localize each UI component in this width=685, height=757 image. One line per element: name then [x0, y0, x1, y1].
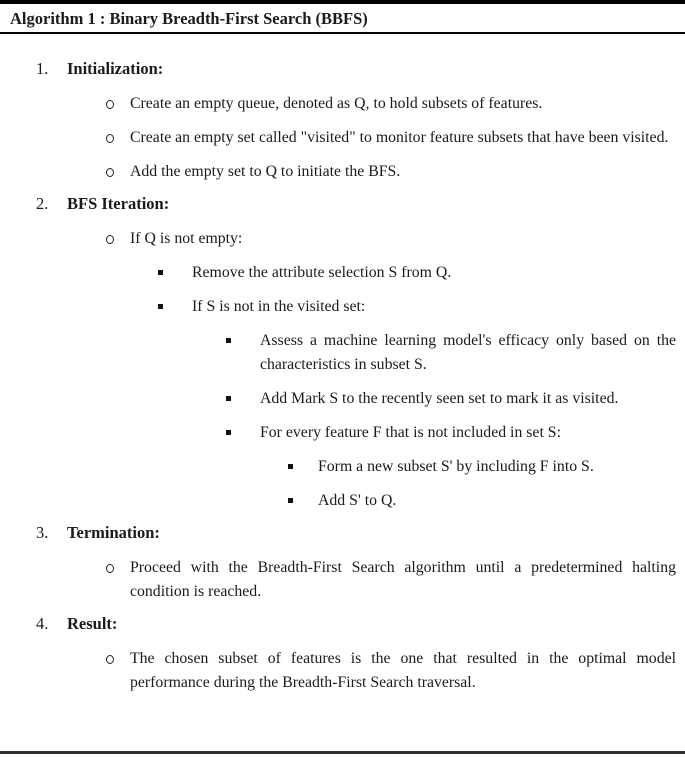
list-item: [0, 329, 685, 377]
list-item: [0, 556, 685, 604]
list-item-text: For every feature F that is not included in set S:: [260, 424, 561, 441]
list-item: [0, 126, 685, 150]
algorithm-title: Algorithm 1 : Binary Breadth-First Search (BBFS): [10, 9, 368, 28]
section-heading-bfs-iteration: [0, 194, 685, 214]
section-heading-result: [0, 614, 685, 634]
square-bullet-icon: [288, 498, 293, 503]
square-bullet-icon: [288, 464, 293, 469]
list-item-text: If Q is not empty:: [130, 230, 243, 247]
list-item: [0, 387, 685, 411]
list-item: [0, 421, 685, 445]
circle-bullet-icon: [106, 134, 114, 143]
list-item: [0, 261, 685, 285]
section-number: 2.: [36, 194, 49, 213]
section-heading-initialization: [0, 59, 685, 79]
list-item-text: Proceed with the Breadth-First Search algorithm until a predetermined halting condition is reached.: [130, 559, 676, 600]
section-number: 1.: [36, 59, 49, 78]
circle-bullet-icon: [106, 168, 114, 177]
circle-bullet-icon: [106, 235, 114, 244]
section-title: BFS Iteration:: [67, 194, 170, 213]
square-bullet-icon: [158, 304, 163, 309]
square-bullet-icon: [226, 430, 231, 435]
list-item-text: The chosen subset of features is the one that resulted in the optimal model performance during the Breadth-First Search traversal.: [130, 650, 676, 691]
section-heading-termination: [0, 523, 685, 543]
section-title: Termination:: [67, 523, 160, 542]
list-item: [0, 295, 685, 319]
section-number: 4.: [36, 614, 49, 633]
algorithm-body: [0, 34, 685, 695]
list-item-text: Remove the attribute selection S from Q.: [192, 264, 452, 281]
section-number: 3.: [36, 523, 49, 542]
list-item-text: If S is not in the visited set:: [192, 298, 366, 315]
square-bullet-icon: [226, 338, 231, 343]
bottom-rule: [0, 751, 685, 754]
list-item-text: Add S' to Q.: [318, 492, 397, 509]
list-item-text: Assess a machine learning model's efficacy only based on the characteristics in subset S.: [260, 332, 676, 373]
algorithm-title-bar: [0, 0, 685, 34]
list-item: [0, 227, 685, 251]
square-bullet-icon: [226, 396, 231, 401]
list-item-text: Add the empty set to Q to initiate the BFS.: [130, 163, 401, 180]
list-item: [0, 455, 685, 479]
circle-bullet-icon: [106, 100, 114, 109]
circle-bullet-icon: [106, 655, 114, 664]
list-item: [0, 489, 685, 513]
circle-bullet-icon: [106, 564, 114, 573]
section-title: Result:: [67, 614, 118, 633]
list-item: [0, 160, 685, 184]
list-item-text: Create an empty set called "visited" to monitor feature subsets that have been visited.: [130, 129, 669, 146]
square-bullet-icon: [158, 270, 163, 275]
list-item-text: Form a new subset S' by including F into S.: [318, 458, 594, 475]
list-item-text: Create an empty queue, denoted as Q, to hold subsets of features.: [130, 95, 543, 112]
list-item: [0, 92, 685, 116]
section-title: Initialization:: [67, 59, 164, 78]
list-item-text: Add Mark S to the recently seen set to mark it as visited.: [260, 390, 619, 407]
list-item: [0, 647, 685, 695]
